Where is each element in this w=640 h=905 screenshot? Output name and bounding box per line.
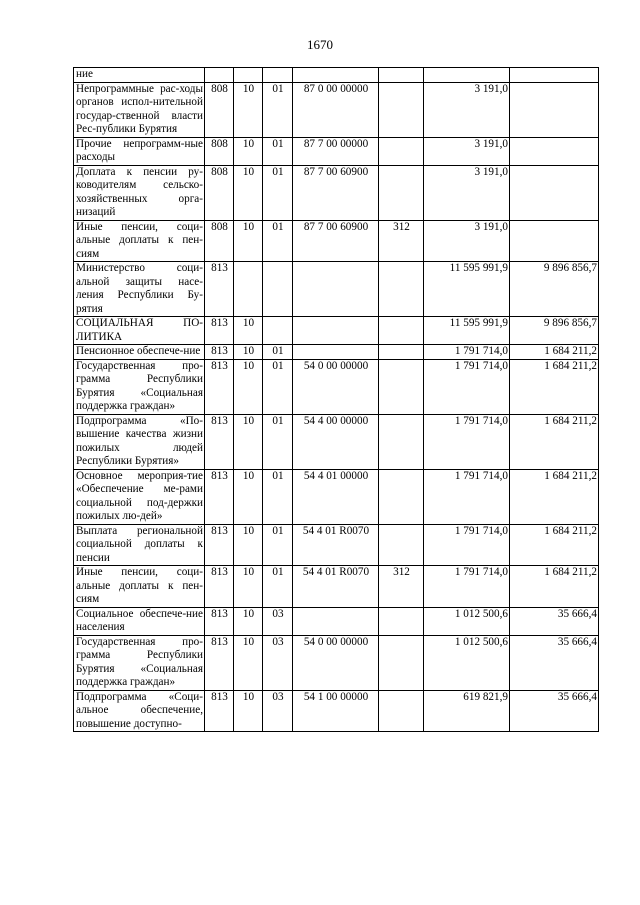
- budget-table: [73, 67, 599, 732]
- table-row: [74, 607, 599, 635]
- target-article-cell: 54 1 00 00000: [293, 690, 379, 732]
- amount-year2-cell: [510, 68, 599, 83]
- section-code-cell: 10: [234, 414, 263, 469]
- row-name-cell: ние: [74, 68, 205, 83]
- row-name-cell: Иные пенсии, соци-альные доплаты к пен-сиям: [74, 566, 205, 608]
- ved-code-cell: 808: [205, 220, 234, 262]
- amount-year1-cell: 11 595 991,9: [424, 317, 510, 345]
- subsection-code-cell: 03: [263, 607, 293, 635]
- subsection-code-cell: [263, 68, 293, 83]
- row-name-cell: Пенсионное обеспече-ние: [74, 345, 205, 360]
- section-code-cell: 10: [234, 690, 263, 732]
- row-name-cell: Прочие непрограмм-ные расходы: [74, 137, 205, 165]
- section-code-cell: 10: [234, 165, 263, 220]
- amount-year1-cell: 1 791 714,0: [424, 469, 510, 524]
- row-name-cell: Государственная про-грамма Республики Бурятия «Социальная поддержка граждан»: [74, 359, 205, 414]
- ved-code-cell: 813: [205, 635, 234, 690]
- subsection-code-cell: [263, 262, 293, 317]
- expense-type-cell: [379, 68, 424, 83]
- expense-type-cell: [379, 690, 424, 732]
- ved-code-cell: 813: [205, 607, 234, 635]
- row-name-cell: Государственная про-грамма Республики Бурятия «Социальная поддержка граждан»: [74, 635, 205, 690]
- expense-type-cell: [379, 524, 424, 566]
- expense-type-cell: [379, 317, 424, 345]
- target-article-cell: 54 4 01 R0070: [293, 566, 379, 608]
- amount-year1-cell: 1 791 714,0: [424, 345, 510, 360]
- amount-year2-cell: [510, 82, 599, 137]
- table-row: [74, 317, 599, 345]
- ved-code-cell: 813: [205, 359, 234, 414]
- expense-type-cell: 312: [379, 566, 424, 608]
- amount-year1-cell: 1 791 714,0: [424, 566, 510, 608]
- table-row: [74, 635, 599, 690]
- expense-type-cell: [379, 262, 424, 317]
- amount-year1-cell: 1 791 714,0: [424, 359, 510, 414]
- amount-year2-cell: 1 684 211,2: [510, 566, 599, 608]
- ved-code-cell: 813: [205, 524, 234, 566]
- amount-year1-cell: 1 791 714,0: [424, 524, 510, 566]
- ved-code-cell: 813: [205, 345, 234, 360]
- expense-type-cell: [379, 137, 424, 165]
- page-number: 1670: [307, 37, 333, 52]
- table-row: [74, 82, 599, 137]
- expense-type-cell: [379, 345, 424, 360]
- target-article-cell: [293, 262, 379, 317]
- amount-year2-cell: 9 896 856,7: [510, 317, 599, 345]
- table-row: [74, 359, 599, 414]
- row-name-cell: Подпрограмма «По-вышение качества жизни пожилых людей Республики Бурятия»: [74, 414, 205, 469]
- section-code-cell: 10: [234, 220, 263, 262]
- row-name-cell: Иные пенсии, соци-альные доплаты к пен-сиям: [74, 220, 205, 262]
- row-name-cell: Министерство соци-альной защиты насе-ления Республики Бу-рятия: [74, 262, 205, 317]
- amount-year2-cell: [510, 165, 599, 220]
- section-code-cell: 10: [234, 82, 263, 137]
- amount-year2-cell: 1 684 211,2: [510, 345, 599, 360]
- amount-year1-cell: 11 595 991,9: [424, 262, 510, 317]
- subsection-code-cell: 01: [263, 220, 293, 262]
- expense-type-cell: [379, 82, 424, 137]
- ved-code-cell: 808: [205, 137, 234, 165]
- target-article-cell: 54 4 01 00000: [293, 469, 379, 524]
- table-row: [74, 165, 599, 220]
- section-code-cell: 10: [234, 566, 263, 608]
- ved-code-cell: 813: [205, 690, 234, 732]
- amount-year1-cell: 1 012 500,6: [424, 607, 510, 635]
- subsection-code-cell: 03: [263, 690, 293, 732]
- section-code-cell: 10: [234, 607, 263, 635]
- ved-code-cell: 813: [205, 414, 234, 469]
- amount-year1-cell: 1 791 714,0: [424, 414, 510, 469]
- target-article-cell: [293, 345, 379, 360]
- table-row: [74, 220, 599, 262]
- ved-code-cell: 813: [205, 469, 234, 524]
- section-code-cell: 10: [234, 345, 263, 360]
- table-row: [74, 414, 599, 469]
- amount-year1-cell: 1 012 500,6: [424, 635, 510, 690]
- row-name-cell: Социальное обеспече-ние населения: [74, 607, 205, 635]
- subsection-code-cell: 01: [263, 137, 293, 165]
- subsection-code-cell: 03: [263, 635, 293, 690]
- target-article-cell: 54 4 00 00000: [293, 414, 379, 469]
- amount-year1-cell: 3 191,0: [424, 137, 510, 165]
- amount-year2-cell: [510, 220, 599, 262]
- section-code-cell: 10: [234, 469, 263, 524]
- subsection-code-cell: 01: [263, 566, 293, 608]
- target-article-cell: 54 4 01 R0070: [293, 524, 379, 566]
- table-row: [74, 524, 599, 566]
- subsection-code-cell: 01: [263, 82, 293, 137]
- amount-year2-cell: 1 684 211,2: [510, 524, 599, 566]
- expense-type-cell: 312: [379, 220, 424, 262]
- amount-year2-cell: 35 666,4: [510, 690, 599, 732]
- table-row: [74, 469, 599, 524]
- subsection-code-cell: 01: [263, 359, 293, 414]
- section-code-cell: 10: [234, 524, 263, 566]
- row-name-cell: Подпрограмма «Соци-альное обеспечение, повышение доступно-: [74, 690, 205, 732]
- expense-type-cell: [379, 635, 424, 690]
- section-code-cell: [234, 262, 263, 317]
- table-row: [74, 262, 599, 317]
- subsection-code-cell: 01: [263, 414, 293, 469]
- table-body: [74, 68, 599, 732]
- target-article-cell: 87 7 00 00000: [293, 137, 379, 165]
- target-article-cell: 87 7 00 60900: [293, 165, 379, 220]
- ved-code-cell: 808: [205, 165, 234, 220]
- amount-year1-cell: 3 191,0: [424, 165, 510, 220]
- section-code-cell: 10: [234, 635, 263, 690]
- subsection-code-cell: 01: [263, 165, 293, 220]
- section-code-cell: [234, 68, 263, 83]
- expense-type-cell: [379, 359, 424, 414]
- subsection-code-cell: [263, 317, 293, 345]
- ved-code-cell: [205, 68, 234, 83]
- row-name-cell: Основное мероприя-тие «Обеспечение ме-рами социальной под-держки пожилых лю-дей»: [74, 469, 205, 524]
- target-article-cell: 87 0 00 00000: [293, 82, 379, 137]
- ved-code-cell: 813: [205, 317, 234, 345]
- amount-year2-cell: 35 666,4: [510, 607, 599, 635]
- subsection-code-cell: 01: [263, 469, 293, 524]
- target-article-cell: 87 7 00 60900: [293, 220, 379, 262]
- target-article-cell: [293, 317, 379, 345]
- amount-year2-cell: 1 684 211,2: [510, 469, 599, 524]
- ved-code-cell: 813: [205, 262, 234, 317]
- expense-type-cell: [379, 607, 424, 635]
- row-name-cell: Выплата региональной социальной доплаты к пенсии: [74, 524, 205, 566]
- row-name-cell: СОЦИАЛЬНАЯ ПО-ЛИТИКА: [74, 317, 205, 345]
- target-article-cell: [293, 68, 379, 83]
- target-article-cell: 54 0 00 00000: [293, 359, 379, 414]
- amount-year1-cell: [424, 68, 510, 83]
- table-row: [74, 137, 599, 165]
- table-row: [74, 566, 599, 608]
- amount-year1-cell: 3 191,0: [424, 220, 510, 262]
- row-name-cell: Доплата к пенсии ру-ководителям сельско-хозяйственных орга-низаций: [74, 165, 205, 220]
- target-article-cell: [293, 607, 379, 635]
- target-article-cell: 54 0 00 00000: [293, 635, 379, 690]
- amount-year2-cell: 1 684 211,2: [510, 359, 599, 414]
- row-name-cell: Непрограммные рас-ходы органов испол-нительной государ-ственной власти Рес-публики Бурятия: [74, 82, 205, 137]
- subsection-code-cell: 01: [263, 524, 293, 566]
- amount-year2-cell: [510, 137, 599, 165]
- amount-year2-cell: 35 666,4: [510, 635, 599, 690]
- expense-type-cell: [379, 165, 424, 220]
- table-row: [74, 690, 599, 732]
- ved-code-cell: 808: [205, 82, 234, 137]
- ved-code-cell: 813: [205, 566, 234, 608]
- amount-year2-cell: 1 684 211,2: [510, 414, 599, 469]
- amount-year2-cell: 9 896 856,7: [510, 262, 599, 317]
- section-code-cell: 10: [234, 317, 263, 345]
- subsection-code-cell: 01: [263, 345, 293, 360]
- amount-year1-cell: 619 821,9: [424, 690, 510, 732]
- table-row: [74, 345, 599, 360]
- expense-type-cell: [379, 414, 424, 469]
- expense-type-cell: [379, 469, 424, 524]
- amount-year1-cell: 3 191,0: [424, 82, 510, 137]
- table-row: [74, 68, 599, 83]
- section-code-cell: 10: [234, 137, 263, 165]
- section-code-cell: 10: [234, 359, 263, 414]
